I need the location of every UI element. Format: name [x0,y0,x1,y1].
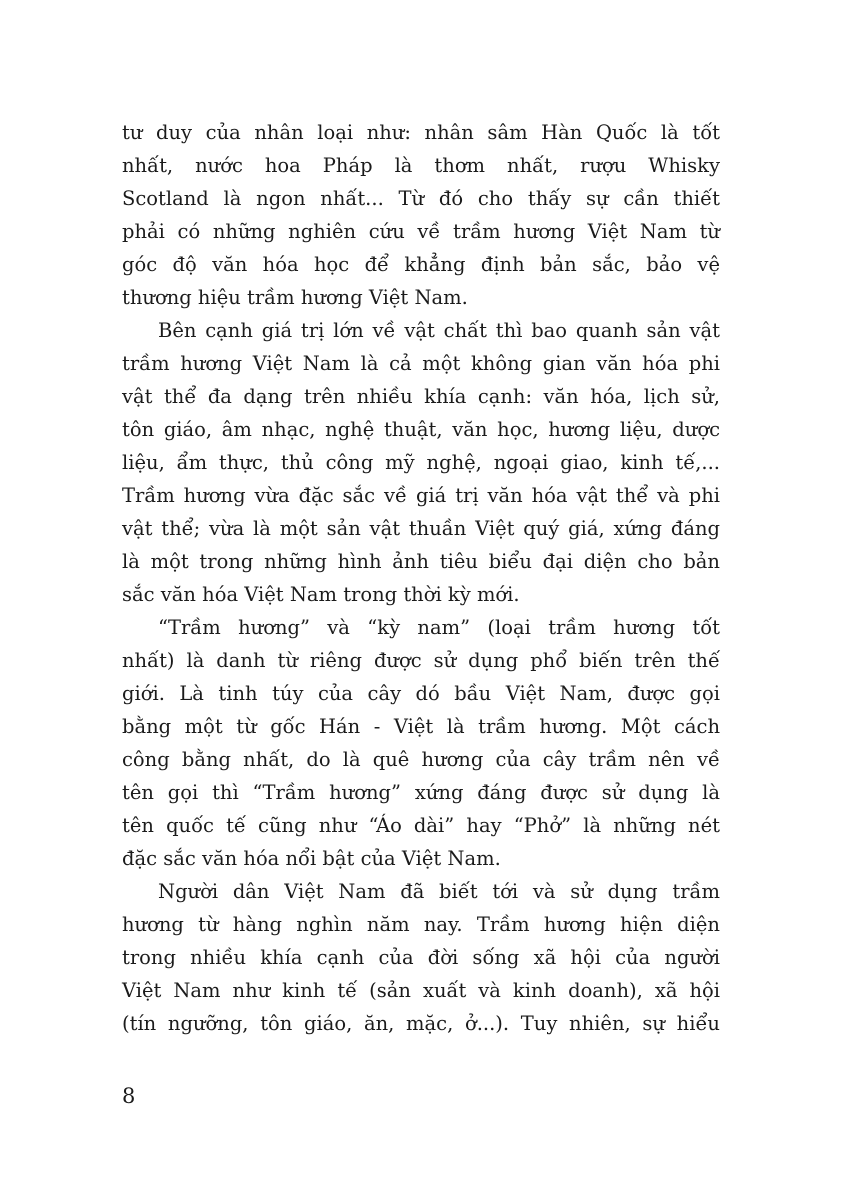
text-line: Người dân Việt Nam đã biết tới và sử dụng trầm [158,880,720,903]
text-line: (tín ngưỡng, tôn giáo, ăn, mặc, ở...). Tuy nhiên, sự hiểu [122,1012,720,1035]
text-line: trong nhiều khía cạnh của đời sống xã hội của người [122,946,720,969]
text-line: vật thể; vừa là một sản vật thuần Việt quý giá, xứng đáng [122,517,720,540]
text-line: tư duy của nhân loại như: nhân sâm Hàn Quốc là tốt [122,121,720,144]
text-line: bằng một từ gốc Hán - Việt là trầm hương. Một cách [122,715,720,738]
paragraph [122,116,720,314]
paragraph [122,314,720,611]
paragraph [122,611,720,875]
text-line: là một trong những hình ảnh tiêu biểu đại diện cho bản [122,550,720,573]
text-line: “Trầm hương” và “kỳ nam” (loại trầm hương tốt [158,616,720,639]
text-line: công bằng nhất, do là quê hương của cây trầm nên về [122,748,720,771]
text-line: nhất) là danh từ riêng được sử dụng phổ biến trên thế [122,649,720,672]
text-line: Bên cạnh giá trị lớn về vật chất thì bao quanh sản vật [158,319,720,342]
page-number: 8 [122,1084,136,1108]
text-line: vật thể đa dạng trên nhiều khía cạnh: văn hóa, lịch sử, [122,385,720,408]
text-line: tên gọi thì “Trầm hương” xứng đáng được sử dụng là [122,781,720,804]
page-body [122,116,720,1040]
text-line: sắc văn hóa Việt Nam trong thời kỳ mới. [122,583,520,606]
text-line: trầm hương Việt Nam là cả một không gian văn hóa phi [122,352,720,375]
text-line: giới. Là tinh túy của cây dó bầu Việt Nam, được gọi [122,682,720,705]
text-line: Việt Nam như kinh tế (sản xuất và kinh doanh), xã hội [122,979,720,1002]
text-line: thương hiệu trầm hương Việt Nam. [122,286,468,309]
text-line: phải có những nghiên cứu về trầm hương Việt Nam từ [122,220,720,243]
paragraph [122,875,720,1040]
text-line: tôn giáo, âm nhạc, nghệ thuật, văn học, hương liệu, dược [122,418,720,441]
text-line: Scotland là ngon nhất... Từ đó cho thấy sự cần thiết [122,187,720,210]
text-line: Trầm hương vừa đặc sắc về giá trị văn hóa vật thể và phi [122,484,720,507]
text-line: hương từ hàng nghìn năm nay. Trầm hương hiện diện [122,913,720,936]
text-line: đặc sắc văn hóa nổi bật của Việt Nam. [122,847,501,870]
text-line: tên quốc tế cũng như “Áo dài” hay “Phở” là những nét [122,814,720,837]
text-line: góc độ văn hóa học để khẳng định bản sắc, bảo vệ [122,253,720,276]
text-line: nhất, nước hoa Pháp là thơm nhất, rượu Whisky [122,154,720,177]
text-line: liệu, ẩm thực, thủ công mỹ nghệ, ngoại giao, kinh tế,... [122,451,720,474]
